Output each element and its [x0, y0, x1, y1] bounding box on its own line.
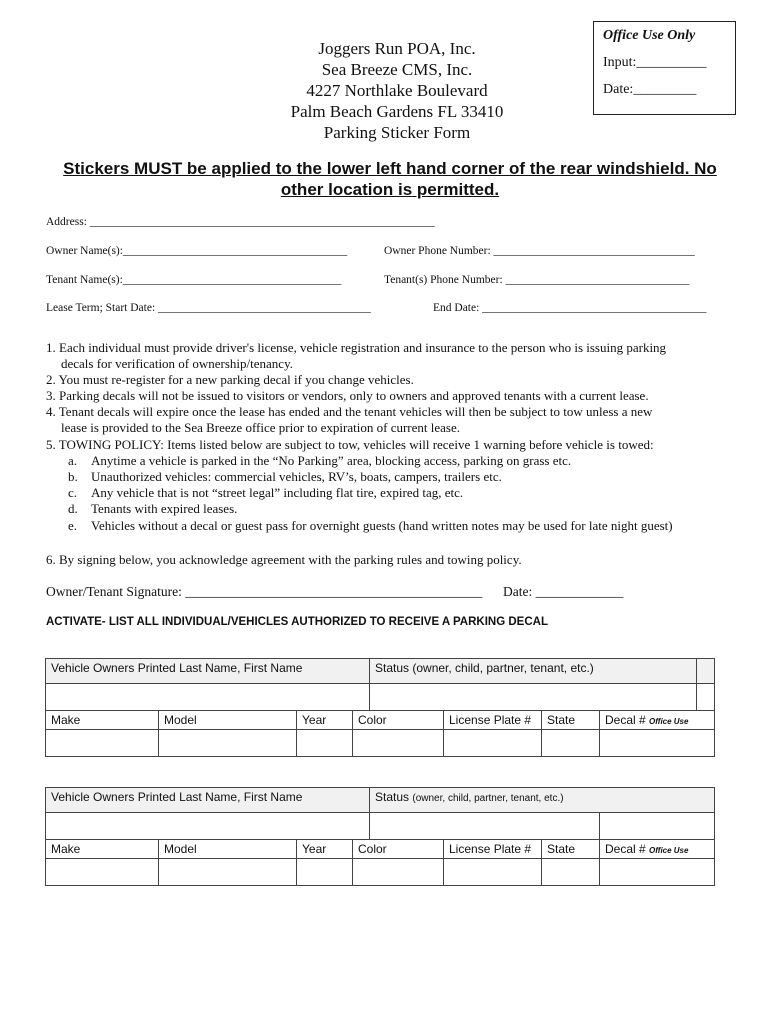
col-year: Year	[297, 711, 353, 730]
status-input[interactable]	[370, 813, 600, 840]
license-plate-input[interactable]	[444, 859, 542, 886]
spare-input-cell	[697, 684, 715, 711]
vehicle-table-2	[45, 787, 715, 886]
towing-marker-d: d.	[68, 501, 78, 516]
col-license-plate: License Plate #	[444, 840, 542, 859]
col-state: State	[542, 840, 600, 859]
decal-input[interactable]	[600, 730, 715, 757]
owner-name-header: Vehicle Owners Printed Last Name, First Name	[46, 659, 370, 684]
col-year: Year	[297, 840, 353, 859]
office-use-label: Office Use	[649, 846, 689, 855]
owner-name-input[interactable]	[46, 813, 370, 840]
col-make: Make	[46, 711, 159, 730]
owner-phone-field[interactable]: Owner Phone Number: ___________________________________	[384, 245, 695, 257]
towing-item-d: Tenants with expired leases.	[91, 501, 238, 516]
decal-label: Decal #	[605, 842, 646, 856]
col-model: Model	[159, 840, 297, 859]
form-title: Parking Sticker Form	[323, 123, 471, 142]
col-decal	[600, 711, 715, 730]
status-detail: (owner, child, partner, tenant, etc.)	[412, 793, 564, 804]
address-field[interactable]: Address: ____________________________________________________________	[46, 216, 435, 228]
header-line-3: 4227 Northlake Boulevard	[306, 81, 488, 100]
col-state: State	[542, 711, 600, 730]
office-input-field[interactable]: Input:__________	[603, 55, 707, 70]
col-model: Model	[159, 711, 297, 730]
header-line-2: Sea Breeze CMS, Inc.	[321, 60, 473, 79]
rule-2: 2. You must re-register for a new parking decal if you change vehicles.	[46, 372, 414, 387]
owner-names-field[interactable]: Owner Name(s):_______________________________________	[46, 245, 348, 257]
header-line-1: Joggers Run POA, Inc.	[318, 39, 476, 58]
lease-start-field[interactable]: Lease Term; Start Date: _____________________________________	[46, 302, 371, 314]
color-input[interactable]	[353, 859, 444, 886]
header-spare-cell	[697, 659, 715, 684]
office-use-label: Office Use	[649, 717, 689, 726]
col-color: Color	[353, 840, 444, 859]
towing-item-a: Anytime a vehicle is parked in the “No Parking” area, blocking access, parking on grass etc.	[91, 453, 572, 468]
decal-input[interactable]	[600, 859, 715, 886]
activate-heading: ACTIVATE- LIST ALL INDIVIDUAL/VEHICLES AUTHORIZED TO RECEIVE A PARKING DECAL	[46, 616, 548, 628]
towing-item-b: Unauthorized vehicles: commercial vehicles, RV’s, boats, campers, trailers etc.	[91, 469, 502, 484]
status-label: Status	[375, 790, 410, 804]
decal-label: Decal #	[605, 713, 646, 727]
col-decal	[600, 840, 715, 859]
year-input[interactable]	[297, 859, 353, 886]
towing-marker-a: a.	[68, 453, 78, 468]
rule-3: 3. Parking decals will not be issued to visitors or vendors, only to owners and approved tenants with a current lease.	[46, 388, 649, 403]
make-input[interactable]	[46, 859, 159, 886]
towing-marker-e: e.	[68, 518, 78, 533]
header-line-4: Palm Beach Gardens FL 33410	[290, 102, 504, 121]
towing-marker-c: c.	[68, 485, 78, 500]
office-use-title: Office Use Only	[603, 28, 696, 43]
rule-5: 5. TOWING POLICY: Items listed below are subject to tow, vehicles will receive 1 warning before vehicle is towed:	[46, 437, 654, 452]
state-input[interactable]	[542, 859, 600, 886]
rule-1-cont: decals for verification of ownership/tenancy.	[61, 356, 293, 371]
owner-name-header: Vehicle Owners Printed Last Name, First Name	[46, 788, 370, 813]
color-input[interactable]	[353, 730, 444, 757]
col-license-plate: License Plate #	[444, 711, 542, 730]
tenant-phone-field[interactable]: Tenant(s) Phone Number: ________________________________	[384, 274, 690, 286]
license-plate-input[interactable]	[444, 730, 542, 757]
year-input[interactable]	[297, 730, 353, 757]
vehicle-table-1	[45, 658, 715, 757]
status-input[interactable]	[370, 684, 697, 711]
make-input[interactable]	[46, 730, 159, 757]
signature-date-field[interactable]: Date: _____________	[503, 584, 624, 599]
col-color: Color	[353, 711, 444, 730]
col-make: Make	[46, 840, 159, 859]
office-date-field[interactable]: Date:_________	[603, 82, 697, 97]
lease-end-field[interactable]: End Date: _______________________________________	[433, 302, 707, 314]
signature-field[interactable]: Owner/Tenant Signature: ____________________________________________	[46, 584, 483, 599]
spare-input-cell	[600, 813, 715, 840]
rule-1: 1. Each individual must provide driver's license, vehicle registration and insurance to the person who is issuing parking	[46, 340, 667, 355]
model-input[interactable]	[159, 730, 297, 757]
sticker-warning: Stickers MUST be applied to the lower left hand corner of the rear windshield. No other location is permitted.	[63, 159, 717, 199]
towing-item-c: Any vehicle that is not “street legal” including flat tire, expired tag, etc.	[91, 485, 464, 500]
status-header: Status (owner, child, partner, tenant, etc.)	[370, 659, 697, 684]
tenant-names-field[interactable]: Tenant Name(s):______________________________________	[46, 274, 342, 286]
status-header	[370, 788, 715, 813]
model-input[interactable]	[159, 859, 297, 886]
state-input[interactable]	[542, 730, 600, 757]
rule-4: 4. Tenant decals will expire once the lease has ended and the tenant vehicles will then be subject to tow unless a new	[46, 404, 653, 419]
agreement-statement: 6. By signing below, you acknowledge agreement with the parking rules and towing policy.	[46, 552, 522, 567]
towing-item-e: Vehicles without a decal or guest pass for overnight guests (hand written notes may be used for late night guest)	[91, 518, 673, 533]
towing-marker-b: b.	[68, 469, 78, 484]
owner-name-input[interactable]	[46, 684, 370, 711]
rule-4-cont: lease is provided to the Sea Breeze office prior to expiration of current lease.	[61, 420, 460, 435]
